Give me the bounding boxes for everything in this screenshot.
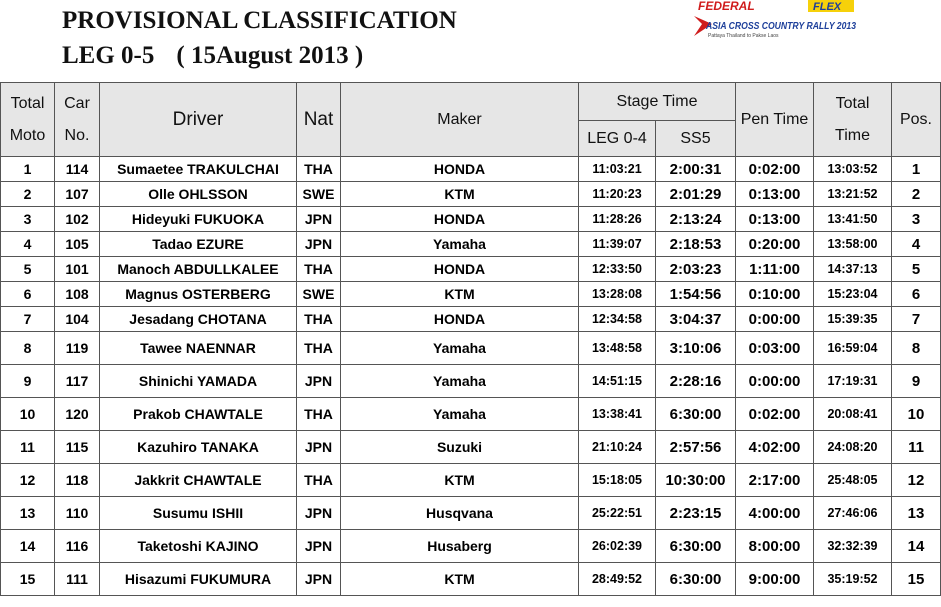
- cell-ss-time: 2:00:31: [656, 157, 736, 182]
- page-title: PROVISIONAL CLASSIFICATION: [62, 7, 457, 34]
- cell-total-time: 25:48:05: [814, 464, 892, 497]
- cell-car-no: 118: [55, 464, 100, 497]
- cell-pen-time: 2:17:00: [736, 464, 814, 497]
- col-car-no-line2: No.: [64, 126, 90, 144]
- cell-pos: 11: [892, 431, 941, 464]
- table-body: [1, 157, 941, 596]
- cell-leg-time: 13:38:41: [579, 398, 656, 431]
- leg-subtitle: [62, 42, 363, 70]
- cell-driver: Olle OHLSSON: [100, 182, 297, 207]
- cell-leg-time: 26:02:39: [579, 530, 656, 563]
- cell-car-no: 120: [55, 398, 100, 431]
- cell-ss-time: 2:03:23: [656, 257, 736, 282]
- cell-driver: Hisazumi FUKUMURA: [100, 563, 297, 596]
- cell-leg-time: 28:49:52: [579, 563, 656, 596]
- col-car-no-line1: Car: [64, 94, 90, 112]
- col-total-moto-line1: Total: [10, 94, 45, 112]
- cell-nat: JPN: [297, 563, 341, 596]
- cell-total-time: 35:19:52: [814, 563, 892, 596]
- cell-maker: KTM: [341, 464, 579, 497]
- table-row: [1, 207, 941, 232]
- cell-moto: 11: [1, 431, 55, 464]
- col-car-no: [55, 83, 100, 157]
- cell-nat: JPN: [297, 207, 341, 232]
- cell-pos: 9: [892, 365, 941, 398]
- table-header: [1, 83, 941, 157]
- cell-total-time: 20:08:41: [814, 398, 892, 431]
- cell-ss-time: 6:30:00: [656, 530, 736, 563]
- cell-nat: JPN: [297, 365, 341, 398]
- cell-pen-time: 4:00:00: [736, 497, 814, 530]
- cell-pen-time: 0:10:00: [736, 282, 814, 307]
- cell-pen-time: 0:13:00: [736, 182, 814, 207]
- cell-car-no: 107: [55, 182, 100, 207]
- col-pos: Pos.: [892, 83, 941, 157]
- cell-nat: THA: [297, 464, 341, 497]
- logo-brand-right: FLEX: [813, 1, 842, 13]
- cell-pos: 7: [892, 307, 941, 332]
- cell-pen-time: 1:11:00: [736, 257, 814, 282]
- cell-driver: Tadao EZURE: [100, 232, 297, 257]
- cell-leg-time: 11:20:23: [579, 182, 656, 207]
- cell-maker: Suzuki: [341, 431, 579, 464]
- cell-driver: Tawee NAENNAR: [100, 332, 297, 365]
- cell-driver: Prakob CHAWTALE: [100, 398, 297, 431]
- col-total-time-line1: Total: [835, 94, 870, 112]
- cell-nat: SWE: [297, 182, 341, 207]
- table-row: [1, 398, 941, 431]
- cell-pen-time: 0:00:00: [736, 365, 814, 398]
- cell-pos: 10: [892, 398, 941, 431]
- logo-route: Pattaya Thailand to Pakse Laos: [708, 33, 779, 39]
- col-total-time: [814, 83, 892, 157]
- table-row: [1, 232, 941, 257]
- cell-maker: Husaberg: [341, 530, 579, 563]
- cell-pos: 2: [892, 182, 941, 207]
- cell-car-no: 102: [55, 207, 100, 232]
- table-row: [1, 365, 941, 398]
- cell-pen-time: 0:02:00: [736, 398, 814, 431]
- col-maker: Maker: [341, 83, 579, 157]
- cell-pen-time: 0:03:00: [736, 332, 814, 365]
- cell-total-time: 13:41:50: [814, 207, 892, 232]
- cell-pen-time: 0:13:00: [736, 207, 814, 232]
- cell-pos: 15: [892, 563, 941, 596]
- col-nat: Nat: [297, 83, 341, 157]
- cell-car-no: 111: [55, 563, 100, 596]
- table-row: [1, 563, 941, 596]
- table-row: [1, 530, 941, 563]
- cell-nat: THA: [297, 257, 341, 282]
- cell-car-no: 114: [55, 157, 100, 182]
- cell-moto: 6: [1, 282, 55, 307]
- cell-pos: 14: [892, 530, 941, 563]
- cell-pen-time: 0:00:00: [736, 307, 814, 332]
- cell-leg-time: 12:33:50: [579, 257, 656, 282]
- cell-total-time: 13:21:52: [814, 182, 892, 207]
- cell-leg-time: 21:10:24: [579, 431, 656, 464]
- cell-total-time: 14:37:13: [814, 257, 892, 282]
- col-leg: LEG 0-4: [579, 121, 656, 157]
- cell-car-no: 108: [55, 282, 100, 307]
- col-stage-time: Stage Time: [579, 83, 736, 121]
- cell-maker: Husqvana: [341, 497, 579, 530]
- cell-pos: 5: [892, 257, 941, 282]
- table-row: [1, 282, 941, 307]
- table-row: [1, 332, 941, 365]
- cell-nat: THA: [297, 332, 341, 365]
- cell-driver: Magnus OSTERBERG: [100, 282, 297, 307]
- cell-car-no: 119: [55, 332, 100, 365]
- cell-pos: 8: [892, 332, 941, 365]
- table-row: [1, 182, 941, 207]
- col-pen-time: Pen Time: [736, 83, 814, 157]
- cell-leg-time: 11:28:26: [579, 207, 656, 232]
- cell-car-no: 116: [55, 530, 100, 563]
- col-total-moto-line2: Moto: [9, 126, 46, 144]
- cell-nat: SWE: [297, 282, 341, 307]
- cell-ss-time: 6:30:00: [656, 398, 736, 431]
- cell-moto: 4: [1, 232, 55, 257]
- cell-car-no: 105: [55, 232, 100, 257]
- cell-driver: Shinichi YAMADA: [100, 365, 297, 398]
- cell-ss-time: 2:18:53: [656, 232, 736, 257]
- cell-maker: Yamaha: [341, 332, 579, 365]
- col-driver: Driver: [100, 83, 297, 157]
- cell-car-no: 115: [55, 431, 100, 464]
- col-total-time-line2: Time: [835, 126, 870, 144]
- date-label: ( 15August 2013 ): [176, 42, 364, 69]
- cell-ss-time: 2:28:16: [656, 365, 736, 398]
- cell-maker: Yamaha: [341, 232, 579, 257]
- cell-maker: KTM: [341, 282, 579, 307]
- cell-maker: HONDA: [341, 157, 579, 182]
- leg-label: LEG 0-5: [62, 42, 155, 69]
- table-row: [1, 431, 941, 464]
- cell-ss-time: 3:10:06: [656, 332, 736, 365]
- cell-nat: THA: [297, 157, 341, 182]
- cell-total-time: 27:46:06: [814, 497, 892, 530]
- logo-event-name: ASIA CROSS COUNTRY RALLY 2013: [705, 20, 857, 32]
- cell-ss-time: 1:54:56: [656, 282, 736, 307]
- classification-table: [0, 82, 941, 596]
- cell-moto: 12: [1, 464, 55, 497]
- cell-car-no: 110: [55, 497, 100, 530]
- event-logo: [692, 0, 858, 40]
- cell-leg-time: 13:48:58: [579, 332, 656, 365]
- cell-nat: THA: [297, 398, 341, 431]
- cell-driver: Sumaetee TRAKULCHAI: [100, 157, 297, 182]
- cell-pen-time: 9:00:00: [736, 563, 814, 596]
- cell-nat: THA: [297, 307, 341, 332]
- cell-nat: JPN: [297, 530, 341, 563]
- cell-driver: Kazuhiro TANAKA: [100, 431, 297, 464]
- cell-ss-time: 3:04:37: [656, 307, 736, 332]
- cell-nat: JPN: [297, 232, 341, 257]
- cell-total-time: 32:32:39: [814, 530, 892, 563]
- table-row: [1, 497, 941, 530]
- cell-leg-time: 11:03:21: [579, 157, 656, 182]
- table-row: [1, 257, 941, 282]
- cell-moto: 14: [1, 530, 55, 563]
- cell-moto: 7: [1, 307, 55, 332]
- cell-car-no: 104: [55, 307, 100, 332]
- col-total-moto: [1, 83, 55, 157]
- cell-pos: 13: [892, 497, 941, 530]
- logo-brand-left: FEDERAL: [698, 0, 755, 13]
- cell-leg-time: 11:39:07: [579, 232, 656, 257]
- cell-total-time: 13:58:00: [814, 232, 892, 257]
- cell-driver: Susumu ISHII: [100, 497, 297, 530]
- table-row: [1, 464, 941, 497]
- cell-total-time: 13:03:52: [814, 157, 892, 182]
- cell-driver: Jakkrit CHAWTALE: [100, 464, 297, 497]
- cell-car-no: 117: [55, 365, 100, 398]
- cell-maker: KTM: [341, 563, 579, 596]
- cell-total-time: 17:19:31: [814, 365, 892, 398]
- cell-driver: Taketoshi KAJINO: [100, 530, 297, 563]
- col-ss: SS5: [656, 121, 736, 157]
- cell-pos: 12: [892, 464, 941, 497]
- cell-pos: 1: [892, 157, 941, 182]
- cell-ss-time: 6:30:00: [656, 563, 736, 596]
- cell-leg-time: 12:34:58: [579, 307, 656, 332]
- table-row: [1, 157, 941, 182]
- cell-maker: HONDA: [341, 307, 579, 332]
- cell-ss-time: 2:01:29: [656, 182, 736, 207]
- cell-pos: 3: [892, 207, 941, 232]
- cell-leg-time: 25:22:51: [579, 497, 656, 530]
- cell-total-time: 16:59:04: [814, 332, 892, 365]
- cell-driver: Jesadang CHOTANA: [100, 307, 297, 332]
- cell-nat: JPN: [297, 497, 341, 530]
- cell-maker: HONDA: [341, 207, 579, 232]
- cell-leg-time: 14:51:15: [579, 365, 656, 398]
- cell-maker: KTM: [341, 182, 579, 207]
- cell-moto: 1: [1, 157, 55, 182]
- cell-moto: 9: [1, 365, 55, 398]
- cell-maker: HONDA: [341, 257, 579, 282]
- cell-pen-time: 0:20:00: [736, 232, 814, 257]
- cell-moto: 5: [1, 257, 55, 282]
- cell-moto: 3: [1, 207, 55, 232]
- cell-car-no: 101: [55, 257, 100, 282]
- cell-leg-time: 13:28:08: [579, 282, 656, 307]
- cell-pen-time: 4:02:00: [736, 431, 814, 464]
- cell-maker: Yamaha: [341, 398, 579, 431]
- cell-maker: Yamaha: [341, 365, 579, 398]
- cell-moto: 10: [1, 398, 55, 431]
- cell-moto: 8: [1, 332, 55, 365]
- cell-ss-time: 2:13:24: [656, 207, 736, 232]
- cell-driver: Hideyuki FUKUOKA: [100, 207, 297, 232]
- cell-nat: JPN: [297, 431, 341, 464]
- cell-pen-time: 8:00:00: [736, 530, 814, 563]
- cell-leg-time: 15:18:05: [579, 464, 656, 497]
- cell-moto: 2: [1, 182, 55, 207]
- cell-pos: 6: [892, 282, 941, 307]
- cell-total-time: 15:39:35: [814, 307, 892, 332]
- cell-total-time: 15:23:04: [814, 282, 892, 307]
- cell-ss-time: 2:23:15: [656, 497, 736, 530]
- cell-ss-time: 10:30:00: [656, 464, 736, 497]
- table-row: [1, 307, 941, 332]
- cell-total-time: 24:08:20: [814, 431, 892, 464]
- cell-ss-time: 2:57:56: [656, 431, 736, 464]
- cell-pos: 4: [892, 232, 941, 257]
- cell-driver: Manoch ABDULLKALEE: [100, 257, 297, 282]
- cell-pen-time: 0:02:00: [736, 157, 814, 182]
- cell-moto: 15: [1, 563, 55, 596]
- cell-moto: 13: [1, 497, 55, 530]
